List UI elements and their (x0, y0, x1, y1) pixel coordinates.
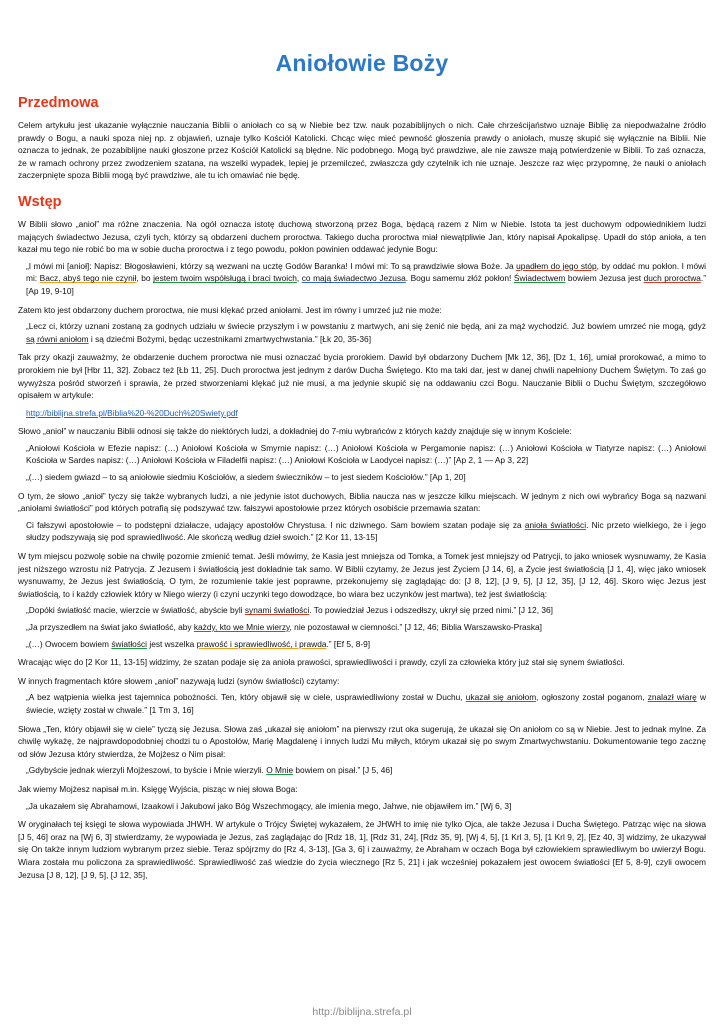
wstep-paragraph-5: O tym, że słowo „anioł” tyczy się także wybranych ludzi, a nie jedynie istot duchowych, Biblia naucza nas w jeszcze kilku miejscach. W jednym z nich owi wybrańcy Boga są nazwani „aniołami światłości” pod których potrafią się podszywać tzw. fałszywi apostołowie przez których osobiście przemawia szatan: (18, 490, 706, 514)
underlined-phrase: O Mnie (266, 765, 294, 776)
wstep-paragraph-3: Tak przy okazji zauważmy, że obdarzenie duchem proroctwa nie musi oznaczać bycia prorokiem. Dawid był obdarzony Duchem [Mk 12, 36], [Dz 1, 16], umiał prorokować, a mimo to prorokiem nie był [Hbr 11, 32]. Zobacz też [Łb 11, 25]. Duch proroctwa jest jednym z darów Ducha Świętego. Kto ma taki dar, jest w danej chwili napełniony Duchem Świętym. To zaś go wywyższa pośród stworzeń i sprawia, że przed stworzeniami klękać już nie musi, a ma jedynie skupić się na oddawaniu czci Bogu. Nauczanie Biblii o Duchu Świętym, szczegółowo opisałem w artykule: (18, 352, 706, 401)
wstep-paragraph-9: Słowa „Ten, który objawił się w ciele” tyczą się Jezusa. Słowa zaś „ukazał się aniołom” na pierwszy rzut oka sugerują, że ukazał się On aniołom co są w Niebie. Jest to jednak mylne. Za chwilę wykażę, że najprawdopodobniej chodzi tu o Apostołów, Marię Magdalenę i innych ludzi Mu miłych, którym ukazał się po swym Zmartwychwstaniu. Dokumentowanie tego zacznę od słów Jezusa który stwierdza, że Mojżesz o Nim pisał: (18, 723, 706, 759)
quote-text: , nie pozostawał w ciemności.” [J 12, 46; Biblia Warszawsko-Praska] (289, 622, 542, 632)
wstep-paragraph-1: W Biblii słowo „anioł” ma różne znaczenia. Na ogół oznacza istotę duchową stworzoną przez Boga, będącą razem z Nim w Niebie. Istota ta jest duchowym odpowiednikiem ludzi mających świadectwo Jezusa, czyli tych, którzy są obdarzeni duchem proroctwa. Takiego ducha proroctwa miał niewątpliwie Jan, który napisał Apokalipsę. Upadł do stóp anioła, a ten kazał mu tego nie robić bo ma w sobie ducha proroctwa i z tego powodu, pokłon powinien oddawać jedynie Bogu: (18, 218, 706, 255)
underlined-phrase: duch proroctwa (643, 273, 701, 284)
quote-text: Ci fałszywi apostołowie – to podstępni działacze, udający apostołów Chrystusa. I nic dziwnego. Sam bowiem szatan podaje się za (26, 519, 525, 530)
underlined-phrase: światłości (111, 638, 148, 649)
quote-text: „Lecz ci, którzy uznani zostaną za godnych udziału w świecie przyszłym i w powstaniu z martwych, ani się żenić nie będą, ani za mąż wychodzić. Już bowiem umrzeć nie mogą, gdyż (26, 321, 706, 332)
underlined-phrase: są równi aniołom (26, 333, 89, 344)
wstep-paragraph-7: Wracając więc do [2 Kor 11, 13-15] widzimy, że szatan podaje się za anioła prawości, sprawiedliwości i prawdy, czyli za człowieka który już stał się synem światłości. (18, 657, 625, 668)
quote-lk-20 (18, 320, 706, 345)
quote-j-12-36 (18, 604, 706, 617)
quote-2-kor-11 (18, 519, 706, 544)
quote-text: jest wszelka (147, 638, 197, 649)
quote-text: , (296, 273, 302, 284)
quote-1-tm-3 (18, 691, 706, 716)
quote-text: „I mówi mi [anioł]: Napisz: Błogosławieni, którzy są wezwani na ucztę Godów Baranka! I mówi mi: To są prawdziwie słowa Boże. Ja (26, 260, 517, 271)
quote-j-12-46 (18, 621, 706, 634)
przedmowa-paragraph: Celem artykułu jest ukazanie wyłącznie nauczania Biblii o aniołach co są w Niebie bez tzw. nauk pozabiblijnych o nich. Całe chrześcijaństwo uznaje Biblię za niepodważalne źródło prawdy o Bogu, a nauki spoza niej np. z objawień, uznaje tylko Kościół Katolicki. Chcąc więc mieć pewność głoszenia prawdy o aniołach, muszę skupić się wyłącznie na Biblii. Nie oznacza to jednak, że pozabiblijne nauki głoszone przez Kościół Katolicki są błędne. Nic podobnego. Mogą być prawdziwe, ale nie zawsze mają potwierdzenie w Biblii. To zaś oznacza, że w ramach ochrony przez zwodzeniem szatana, na wszelki wypadek, lepiej je przemilczeć, zwłaszcza gdy czytelnik ich nie uznaje. Jeszcze raz więc przypomnę, że nauki o aniołach zaczerpnięte spoza Biblii mogą być prawdziwe, ale tu ich omawiać nie będę. (18, 120, 706, 181)
page-footer-url: http://biblijna.strefa.pl (312, 1006, 412, 1018)
quote-ap-19 (18, 260, 706, 298)
quote-j-5-46 (18, 764, 706, 777)
quote-text: „(…) Owocem bowiem (26, 638, 112, 649)
underlined-phrase: ukazał się aniołom (465, 692, 537, 703)
quote-text: , ogłoszony został poganom, (536, 692, 648, 703)
quote-text: . Nic przeto wielkiego, że i jego słudzy podszywają się pod sprawiedliwość. Ale skończą według dzieł swoich.” [2 Kor 11, 13-15] (26, 519, 706, 543)
wstep-paragraph-2: Zatem kto jest obdarzony duchem proroctwa, nie musi klękać przed aniołami. Jest im równy i umrzeć już nie może: (18, 304, 442, 315)
wstep-paragraph-8: W innych fragmentach które słowem „anioł” nazywają ludzi (synów światłości) czytamy: (18, 675, 340, 686)
underlined-phrase: prawość i sprawiedliwość, i prawda (196, 638, 327, 649)
section-heading-przedmowa: Przedmowa (18, 95, 99, 111)
underlined-phrase: co mają świadectwo Jezusa (301, 273, 406, 284)
wstep-paragraph-10: Jak wiemy Mojżesz napisał m.in. Księgę Wyjścia, pisząc w niej słowa Boga: (18, 783, 298, 794)
underlined-phrase: upadłem do jego stóp (516, 260, 597, 271)
quote-ap-1: „(…) siedem gwiazd – to są aniołowie siedmiu Kościołów, a siedem świeczników – to jest siedem Kościołów.” [Ap 1, 20] (26, 472, 466, 483)
underlined-phrase: synami światłości (244, 605, 310, 616)
quote-text: i są dziećmi Bożymi, będąc uczestnikami zmartwychwstania.” [Łk 20, 35-36] (88, 333, 372, 344)
quote-wj-6: „Ja ukazałem się Abrahamowi, Izaakowi i Jakubowi jako Bóg Wszechmogący, ale imienia mego, Jahwe, nie objawiłem im.” [Wj 6, 3] (26, 800, 512, 811)
underlined-phrase: anioła światłości (524, 519, 587, 530)
quote-text: . Bogu samemu złóż pokłon! (405, 273, 514, 284)
quote-text: w świecie, wzięty został w chwale.” [1 Tm 3, 16] (26, 692, 707, 715)
underlined-phrase: jestem twoim współsługą i braci twoich (153, 273, 297, 284)
quote-text: bowiem Jezusa jest (565, 273, 644, 284)
quote-text: , by oddać mu pokłon. I mówi mi: (26, 260, 706, 284)
quote-ef-5 (18, 638, 706, 651)
underlined-phrase: Świadectwem (513, 273, 566, 284)
quote-text: „A bez wątpienia wielka jest tajemnica pobożności. Ten, który objawił się w ciele, usprawiedliwiony został w Duchu, (26, 692, 466, 703)
quote-text: „Gdybyście jednak wierzyli Mojżeszowi, to byście i Mnie wierzyli. (26, 765, 267, 776)
quote-text: .” [Ap 19, 9-10] (26, 273, 706, 296)
quote-text: , bo (136, 273, 154, 284)
quote-text: „Dopóki światłość macie, wierzcie w światłość, abyście byli (26, 605, 245, 616)
page-title: Aniołowie Boży (275, 50, 449, 76)
section-heading-wstep: Wstęp (18, 193, 62, 210)
wstep-paragraph-6: W tym miejscu pozwolę sobie na chwilę pozornie zmienić temat. Jeśli mówimy, że Kasia jest mniejsza od Tomka, a Tomek jest mniejszy od Patrycji, to jako wniosek wysnuwamy, że Kasia jest niższego wzrostu niż Patrycja. Z Jezusem i światłością jest dokładnie tak samo. W Biblii czytamy, że Jezus jest Życiem [J 14, 6], a Życie jest światłością [J 1, 4], więc jako wniosek wysnuwamy, że Jezus jest światłością. O tym, że rozumienie takie jest poprawne, przekonujemy się zaglądając do: [J 8, 12], [J 9, 5], [J 12, 35], [J 12, 46]. Skoro więc Jezus jest światłością, to i każdy człowiek który w Niego wierzy (i czyni uczynki tego dowodzące, bo wiara bez uczynków jest martwa), też jest światłością: (18, 551, 706, 599)
quote-text: „Ja przyszedłem na świat jako światłość, aby (26, 622, 194, 632)
article-link[interactable]: http://biblijna.strefa.pl/Biblia%20-%20Duch%20Swiety.pdf (26, 407, 238, 418)
document-page (18, 0, 706, 881)
quote-text: bowiem on pisał.” [J 5, 46] (293, 765, 393, 776)
underlined-phrase: znalazł wiarę (647, 692, 697, 703)
underlined-phrase: każdy, kto we Mnie wierzy (193, 622, 290, 632)
wstep-paragraph-11: W oryginałach tej księgi te słowa wypowiada JHWH. W artykule o Trójcy Świętej wykazałem, że JHWH to imię nie tylko Ojca, ale także Jezusa i Ducha Świętego. Patrząc więc na słowa [J 5, 46] oraz na [Wj 6, 3] stwierdzamy, że wypowiada je Jezus, zaś zaglądając do [Rdz 18, 1], [Rdz 31, 24], [Rdz 35, 9], [Wj 4, 5], [1 Krl 3, 5], [1 Krl 9, 2], [Ez 40, 3] widzimy, że ukazywał się On także innym ludziom wybranym przez siebie. Teraz spójrzmy do [Rz 4, 3-13], [Ga 3, 6] i zauważmy, że Abraham w oczach Boga był człowiekiem sprawiedliwym bo uwierzył Bogu. Wiara została mu policzona za sprawiedliwość. Sprawiedliwość zaś wiedzie do życia wiecznego [Rz 5, 21] i jak wcześniej pokazałem jest owocem światłości [Ef 5, 8-9], czyli owocem Jezusa [J 8, 12], [J 9, 5], [J 12, 35], (18, 819, 706, 880)
quote-ap-2-3: „Aniołowi Kościoła w Efezie napisz: (…) Aniołowi Kościoła w Smyrnie napisz: (…) Aniołowi Kościoła w Pergamonie napisz: (…) Aniołowi Kościoła w Tiatyrze napisz: (…) Aniołowi Kościoła w Sardes napisz: (…) Aniołowi Kościoła w Filadelfii napisz: (…) Aniołowi Kościoła w Laodycei napisz: (…)” [Ap 2, 1 — Ap 3, 22] (26, 442, 706, 466)
quote-text: .” [Ef 5, 8-9] (326, 638, 371, 649)
underlined-phrase: Bacz, abyś tego nie czynił (39, 273, 137, 284)
wstep-paragraph-4: Słowo „anioł” w nauczaniu Biblii odnosi się także do niektórych ludzi, a dokładniej do 7-miu wybrańców z których każdy znajduje się w innym Kościele: (18, 426, 572, 437)
quote-text: . To powiedział Jezus i odszedłszy, ukrył się przed nimi.” [J 12, 36] (309, 605, 553, 616)
